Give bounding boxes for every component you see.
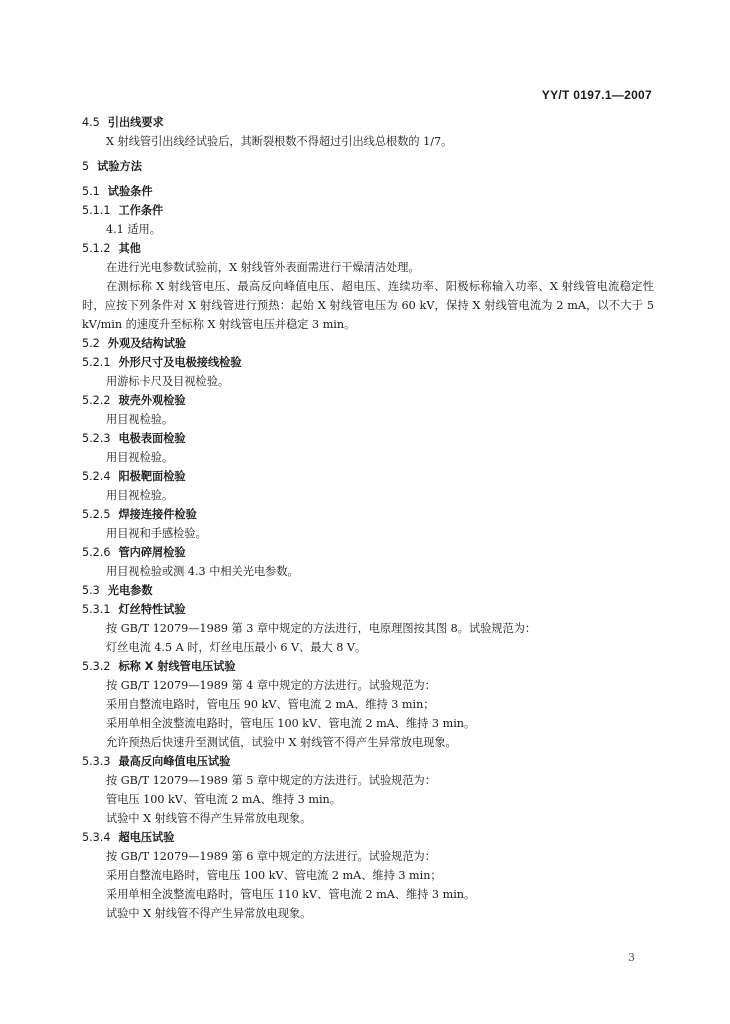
paragraph-5-3-2-b: 采用自整流电路时，管电压 90 kV、管电流 2 mA、维持 3 min； xyxy=(106,698,435,711)
paragraph-5-3-4-a: 按 GB/T 12079—1989 第 6 章中规定的方法进行。试验规范为： xyxy=(106,850,436,863)
paragraph-5-3-1-a: 按 GB/T 12079—1989 第 3 章中规定的方法进行，电原理图按其图 8。试验规范为： xyxy=(106,622,537,635)
heading-4-5 xyxy=(82,113,654,132)
heading-title: 光电参数 xyxy=(107,584,153,597)
heading-title: 电极表面检验 xyxy=(118,432,186,445)
paragraph-5-2-6: 用目视检验或测 4.3 中相关光电参数。 xyxy=(106,565,299,578)
heading-5-2-1 xyxy=(82,353,654,372)
heading-number: 5.3 xyxy=(82,584,100,597)
heading-number: 5.2.5 xyxy=(82,508,111,521)
paragraph-5-3-3-c: 试验中 X 射线管不得产生异常放电现象。 xyxy=(106,812,312,825)
heading-5-3 xyxy=(82,581,654,600)
heading-5-3-1 xyxy=(82,600,654,619)
paragraph-5-3-1-b: 灯丝电流 4.5 A 时，灯丝电压最小 6 V、最大 8 V。 xyxy=(106,641,367,654)
heading-5-2-4 xyxy=(82,467,654,486)
heading-title: 标称 X 射线管电压试验 xyxy=(118,660,236,673)
heading-number: 5.3.3 xyxy=(82,755,111,768)
paragraph-5-3-2-d: 允许预热后快速升至测试值，试验中 X 射线管不得产生异常放电现象。 xyxy=(106,736,457,749)
paragraph-5-3-4-d: 试验中 X 射线管不得产生异常放电现象。 xyxy=(106,907,312,920)
heading-title: 外观及结构试验 xyxy=(107,337,187,350)
heading-title: 试验条件 xyxy=(107,185,153,198)
heading-title: 最高反向峰值电压试验 xyxy=(118,755,231,768)
paragraph-5-2-3: 用目视检验。 xyxy=(106,451,174,464)
heading-5-1-2 xyxy=(82,239,654,258)
heading-title: 灯丝特性试验 xyxy=(118,603,186,616)
paragraph-5-2-5: 用目视和手感检验。 xyxy=(106,527,207,540)
paragraph-5-1-2-b: 在测标称 X 射线管电压、最高反向峰值电压、超电压、连续功率、阳极标称输入功率、X 射线管电流稳定性时，应按下列条件对 X 射线管进行预热：起始 X 射线管电压为 60 kV，保持 X 射线管电流为 2 mA，以不大于 5 kV/min 的速度升至标称 X 射线管电压并稳定 3 min。 xyxy=(82,280,654,331)
paragraph-5-3-2-a: 按 GB/T 12079—1989 第 4 章中规定的方法进行。试验规范为： xyxy=(106,679,436,692)
paragraph-5-3-4-b: 采用自整流电路时，管电压 100 kV、管电流 2 mA、维持 3 min； xyxy=(106,869,442,882)
paragraph-5-3-3-b: 管电压 100 kV、管电流 2 mA、维持 3 min。 xyxy=(106,793,341,806)
heading-title: 焊接连接件检验 xyxy=(118,508,197,521)
heading-title: 引出线要求 xyxy=(107,116,164,129)
heading-number: 5.2.6 xyxy=(82,546,111,559)
heading-5 xyxy=(82,157,654,176)
paragraph-5-1-1: 4.1 适用。 xyxy=(106,223,161,236)
heading-title: 其他 xyxy=(118,242,141,255)
heading-5-3-3 xyxy=(82,752,654,771)
heading-title: 管内碎屑检验 xyxy=(118,546,186,559)
heading-number: 5.3.2 xyxy=(82,660,111,673)
heading-number: 5.1.1 xyxy=(82,204,111,217)
heading-number: 5.2 xyxy=(82,337,100,350)
paragraph-4-5: X 射线管引出线经试验后，其断裂根数不得超过引出线总根数的 1/7。 xyxy=(106,135,453,148)
heading-number: 4.5 xyxy=(82,116,100,129)
heading-number: 5.2.1 xyxy=(82,356,111,369)
heading-5-2-2 xyxy=(82,391,654,410)
heading-title: 超电压试验 xyxy=(118,831,175,844)
heading-5-3-4 xyxy=(82,828,654,847)
heading-title: 外形尺寸及电极接线检验 xyxy=(118,356,242,369)
heading-title: 试验方法 xyxy=(97,160,142,173)
heading-5-2-3 xyxy=(82,429,654,448)
heading-5-1-1 xyxy=(82,201,654,220)
document-body xyxy=(82,113,654,923)
heading-number: 5.1 xyxy=(82,185,100,198)
standard-code-header: YY/T 0197.1—2007 xyxy=(541,88,652,102)
paragraph-5-3-4-c: 采用单相全波整流电路时，管电压 110 kV、管电流 2 mA、维持 3 min。 xyxy=(106,888,476,901)
paragraph-5-2-2: 用目视检验。 xyxy=(106,413,174,426)
heading-title: 阳极靶面检验 xyxy=(118,470,186,483)
heading-number: 5.2.3 xyxy=(82,432,111,445)
heading-number: 5 xyxy=(82,160,90,173)
heading-5-3-2 xyxy=(82,657,654,676)
paragraph-5-2-4: 用目视检验。 xyxy=(106,489,174,502)
paragraph-5-1-2-a: 在进行光电参数试验前，X 射线管外表面需进行干燥清洁处理。 xyxy=(106,261,420,274)
heading-title: 工作条件 xyxy=(118,204,164,217)
heading-number: 5.2.2 xyxy=(82,394,111,407)
paragraph-5-2-1: 用游标卡尺及目视检验。 xyxy=(106,375,230,388)
heading-5-1 xyxy=(82,182,654,201)
heading-5-2 xyxy=(82,334,654,353)
paragraph-5-3-2-c: 采用单相全波整流电路时，管电压 100 kV、管电流 2 mA、维持 3 min。 xyxy=(106,717,476,730)
heading-number: 5.2.4 xyxy=(82,470,111,483)
heading-5-2-6 xyxy=(82,543,654,562)
heading-number: 5.1.2 xyxy=(82,242,111,255)
heading-number: 5.3.1 xyxy=(82,603,111,616)
heading-number: 5.3.4 xyxy=(82,831,111,844)
paragraph-5-3-3-a: 按 GB/T 12079—1989 第 5 章中规定的方法进行。试验规范为： xyxy=(106,774,436,787)
page-number: 3 xyxy=(628,951,635,964)
heading-title: 玻壳外观检验 xyxy=(118,394,186,407)
heading-5-2-5 xyxy=(82,505,654,524)
